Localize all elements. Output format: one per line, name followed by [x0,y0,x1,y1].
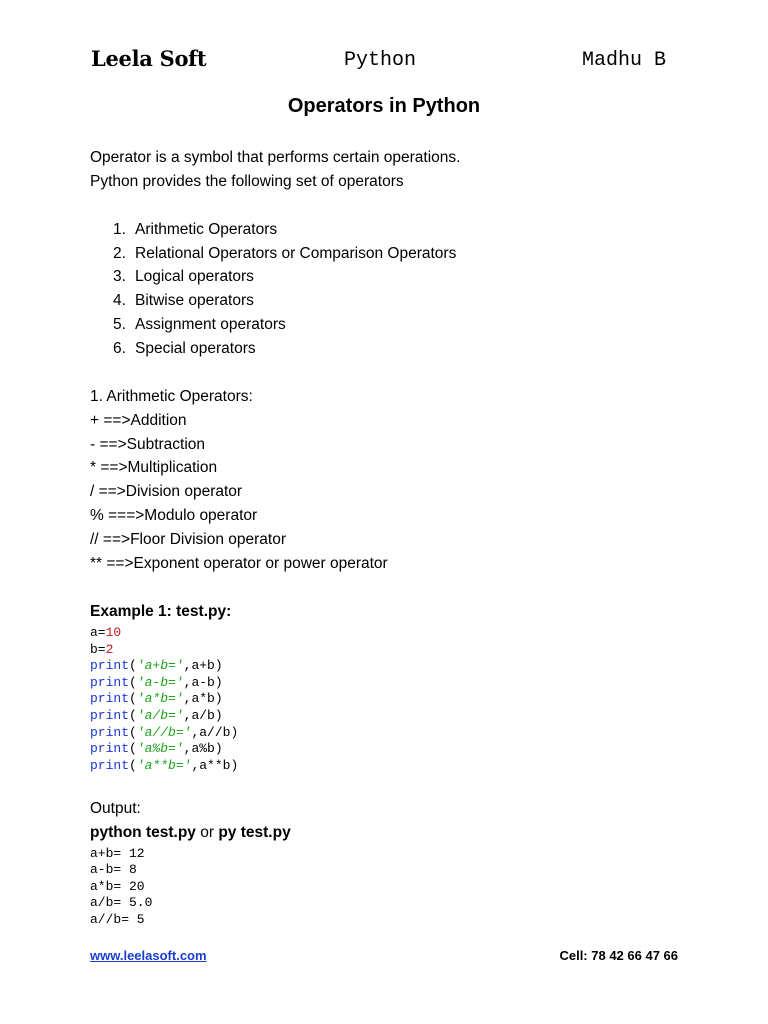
output-heading: Output: [90,800,141,817]
code-line: print('a**b=',a**b) [90,758,239,773]
list-item: 4. Bitwise operators [113,292,254,309]
run-command: python test.py or py test.py [90,824,291,841]
output-line: a-b= 8 [90,862,137,877]
intro-line-2: Python provides the following set of operators [90,173,404,190]
page-title: Operators in Python [287,95,481,117]
section-heading-arithmetic: 1. Arithmetic Operators: [90,388,253,405]
code-line: print('a%b=',a%b) [90,741,223,756]
operator-line: / ==>Division operator [90,483,243,500]
operator-line: % ===>Modulo operator [90,507,258,524]
code-line: print('a+b=',a+b) [90,658,223,673]
output-line: a//b= 5 [90,912,145,927]
code-line: print('a-b=',a-b) [90,675,223,690]
operator-line: ** ==>Exponent operator or power operator [90,555,388,572]
code-line: print('a//b=',a//b) [90,725,239,740]
list-item: 2. Relational Operators or Comparison Operators [113,245,457,262]
list-item: 1. Arithmetic Operators [113,221,278,238]
code-line: print('a*b=',a*b) [90,691,223,706]
list-item: 5. Assignment operators [113,316,286,333]
code-line: print('a/b=',a/b) [90,708,223,723]
output-line: a*b= 20 [90,879,145,894]
operator-line: - ==>Subtraction [90,436,206,453]
operator-line: // ==>Floor Division operator [90,531,286,548]
operator-line: * ==>Multiplication [90,459,218,476]
list-item: 6. Special operators [113,340,256,357]
list-item: 3. Logical operators [113,268,254,285]
example-heading: Example 1: test.py: [90,603,232,620]
website-link[interactable]: www.leelasoft.com [90,948,207,963]
output-line: a/b= 5.0 [90,895,153,910]
output-line: a+b= 12 [90,846,145,861]
header-author: Madhu B [582,49,667,72]
intro-line-1: Operator is a symbol that performs certain operations. [90,149,461,166]
code-line: a=10 [90,625,122,640]
header-subject: Python [344,49,417,72]
operator-line: + ==>Addition [90,412,187,429]
cell-number: Cell: 78 42 66 47 66 [559,948,678,963]
brand-name: Leela Soft [91,46,207,71]
code-line: b=2 [90,642,114,657]
